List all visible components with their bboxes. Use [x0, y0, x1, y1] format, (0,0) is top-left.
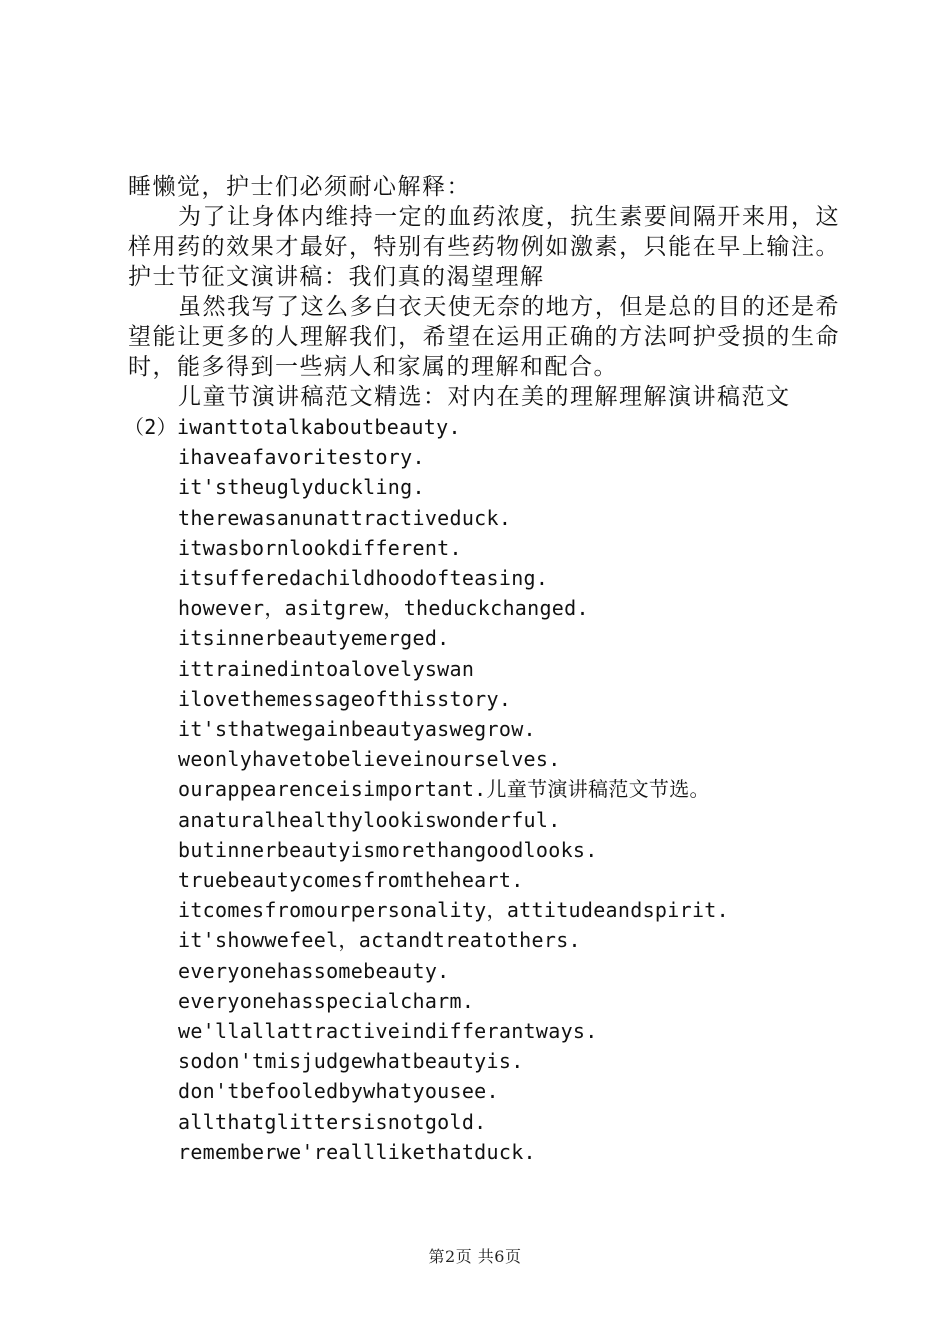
english-line: everyonehassomebeauty. [178, 958, 450, 983]
english-line: it'showwefeel，actandtreatothers. [178, 928, 581, 953]
english-line: we'llallattractiveindifferantways. [178, 1019, 598, 1044]
paragraph-intro: 睡懒觉，护士们必须耐心解释： [128, 174, 471, 200]
page-footer: 第2页 共6页 [428, 1247, 522, 1266]
english-line: truebeautycomesfromtheheart. [178, 868, 524, 893]
document-body [124, 172, 840, 1167]
english-line: everyonehasspecialcharm. [178, 988, 475, 1013]
english-line: it'stheuglyduckling. [178, 475, 425, 500]
english-line: ourappearenceisimportant.儿童节演讲稿范文节选。 [178, 777, 710, 802]
english-line: butinnerbeautyismorethangoodlooks. [178, 837, 598, 862]
english-line: ilovethemessageofthisstory. [178, 686, 512, 711]
english-line: it'sthatwegainbeautyaswegrow. [178, 717, 536, 742]
english-line: itsinnerbeautyemerged. [178, 626, 450, 651]
english-speech [124, 412, 840, 1167]
english-line: anaturalhealthylookiswonderful. [178, 807, 561, 832]
paragraph-antibiotics: 为了让身体内维持一定的血药浓度，抗生素要间隔开来用，这样用药的效果才最好，特别有些药物例如激素，只能在早上输注。护士节征文演讲稿：我们真的渴望理解 [128, 204, 840, 290]
english-line: therewasanunattractiveduck. [178, 505, 512, 530]
english-line: rememberwe'realllikethatduck. [178, 1139, 536, 1164]
english-line: weonlyhavetobelieveinourselves. [178, 747, 561, 772]
english-line: itsufferedachildhoodofteasing. [178, 566, 549, 591]
english-line: don'tbefooledbywhatyousee. [178, 1079, 499, 1104]
paragraph-understanding: 虽然我写了这么多白衣天使无奈的地方，但是总的目的还是希望能让更多的人理解我们，希望在运用正确的方法呵护受损的生命时，能多得到一些病人和家属的理解和配合。 [128, 294, 840, 380]
english-line: ihaveafavoritestory. [178, 445, 425, 470]
english-line: itwasbornlookdifferent. [178, 535, 462, 560]
english-line: allthatglittersisnotgold. [178, 1109, 487, 1134]
english-line: itcomesfromourpersonality，attitudeandspirit. [178, 898, 729, 923]
paragraph-childrens-day-title: 儿童节演讲稿范文精选：对内在美的理解理解演讲稿范文 [178, 384, 791, 410]
english-line: ittrainedintoalovelyswan [178, 656, 475, 681]
english-line: however，asitgrew，theduckchanged. [178, 596, 589, 621]
english-line: sodon'tmisjudgewhatbeautyis. [178, 1049, 524, 1074]
english-line: （2）iwanttotalkaboutbeauty. [124, 415, 461, 439]
